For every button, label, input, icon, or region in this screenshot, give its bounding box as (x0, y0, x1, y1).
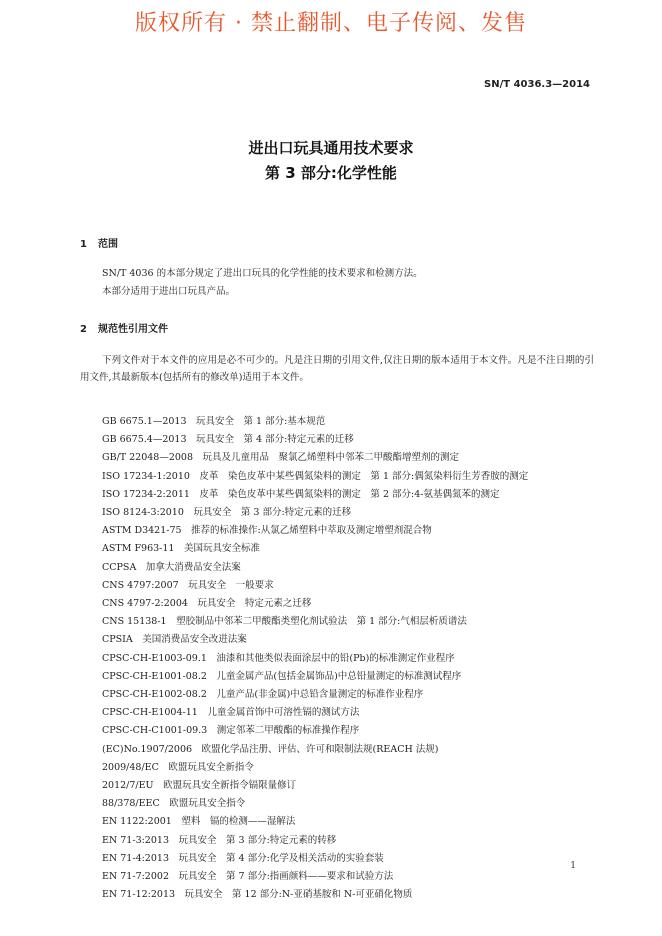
reference-item: CPSC-CH-E1003-09.1 油漆和其他类似表面涂层中的铅(Pb)的标准测定作业程序 (102, 652, 455, 664)
reference-item: 88/378/EEC 欧盟玩具安全指令 (102, 798, 246, 810)
reference-item: CPSC-CH-E1004-11 儿童金属首饰中可溶性镉的测试方法 (102, 707, 360, 719)
reference-item: CPSC-CH-E1001-08.2 儿童金属产品(包括金属饰品)中总铅量测定的标准测试程序 (102, 670, 462, 682)
reference-item: CPSC-CH-E1002-08.2 儿童产品(非金属)中总铅含量测定的标准作业程序 (102, 689, 424, 701)
reference-item: CPSIA 美国消费品安全改进法案 (102, 634, 247, 646)
reference-list (80, 413, 600, 904)
watermark-banner: 版权所有 · 禁止翻制、电子传阅、发售 (135, 11, 527, 36)
paragraph: 本部分适用于进出口玩具产品。 (102, 286, 236, 297)
paragraph: SN/T 4036 的本部分规定了进出口玩具的化学性能的技术要求和检测方法。 (102, 268, 423, 279)
section-title: 范围 (98, 239, 118, 250)
reference-item: EN 71-12:2013 玩具安全 第 12 部分:N-亚硝基胺和 N-可亚硝化物质 (102, 889, 413, 901)
reference-item: 2009/48/EC 欧盟玩具安全新指令 (102, 761, 254, 773)
section-number: 2 (80, 324, 87, 335)
reference-item: CNS 15138-1 塑胶制品中邻苯二甲酸酯类塑化剂试验法 第 1 部分:气相层析质谱法 (102, 616, 467, 628)
reference-item: 2012/7/EU 欧盟玩具安全新指令镉限量修订 (102, 780, 297, 792)
reference-text: ISO 17234-1:2010 皮革 染色皮革中某些偶氮染料的测定 第 1 部分:偶氮染料衍生芳香胺的测定 (102, 470, 529, 482)
document-subtitle: 第 3 部分:化学性能 (265, 164, 397, 182)
document-title: 进出口玩具通用技术要求 (248, 139, 414, 157)
reference-item: EN 71-3:2013 玩具安全 第 3 部分:特定元素的转移 (102, 834, 337, 846)
reference-item: EN 1122:2001 塑料 镉的检测——湿解法 (102, 816, 296, 828)
document-number: SN/T 4036.3—2014 (484, 79, 590, 90)
reference-item: ISO 17234-2:2011 皮革 染色皮革中某些偶氮染料的测定 第 2 部分:4-氨基偶氮苯的测定 (102, 488, 500, 500)
reference-item: GB 6675.1—2013 玩具安全 第 1 部分:基本规范 (102, 416, 326, 427)
section-number: 1 (80, 239, 87, 250)
reference-item: GB/T 22048—2008 玩具及儿童用品 聚氯乙烯塑料中邻苯二甲酸酯增塑剂的测定 (102, 452, 460, 464)
reference-item: CPSC-CH-C1001-09.3 测定邻苯二甲酸酯的标准操作程序 (102, 725, 360, 737)
reference-item: EN 71-7:2002 玩具安全 第 7 部分:指画颜料——要求和试验方法 (102, 871, 394, 883)
section-title: 规范性引用文件 (98, 324, 168, 335)
page-number: 1 (570, 861, 576, 871)
reference-item: (EC)No.1907/2006 欧盟化学品注册、评估、许可和限制法规(REACH 法规) (102, 743, 439, 755)
section-2-heading (80, 320, 168, 335)
reference-item: ASTM F963-11 美国玩具安全标准 (102, 543, 260, 555)
reference-item: ASTM D3421-75 推荐的标准操作:从氯乙烯塑料中萃取及测定增塑剂混合物 (102, 525, 432, 537)
reference-item: CNS 4797-2:2004 玩具安全 特定元素之迁移 (102, 598, 312, 610)
paragraph: 下列文件对于本文件的应用是必不可少的。凡是注日期的引用文件,仅注日期的版本适用于本文件。凡是不注日期的引用文件,其最新版本(包括所有的修改单)适用于本文件。 (80, 355, 594, 383)
reference-item: ISO 8124-3:2010 玩具安全 第 3 部分:特定元素的迁移 (102, 507, 352, 519)
section-1-heading (80, 235, 118, 250)
reference-item: CCPSA 加拿大消费品安全法案 (102, 561, 241, 573)
reference-item (80, 468, 600, 486)
reference-item: EN 71-4:2013 玩具安全 第 4 部分:化学及相关活动的实验套装 (102, 852, 384, 864)
reference-item: CNS 4797:2007 玩具安全 一般要求 (102, 579, 274, 591)
reference-item: GB 6675.4—2013 玩具安全 第 4 部分:特定元素的迁移 (102, 434, 354, 446)
